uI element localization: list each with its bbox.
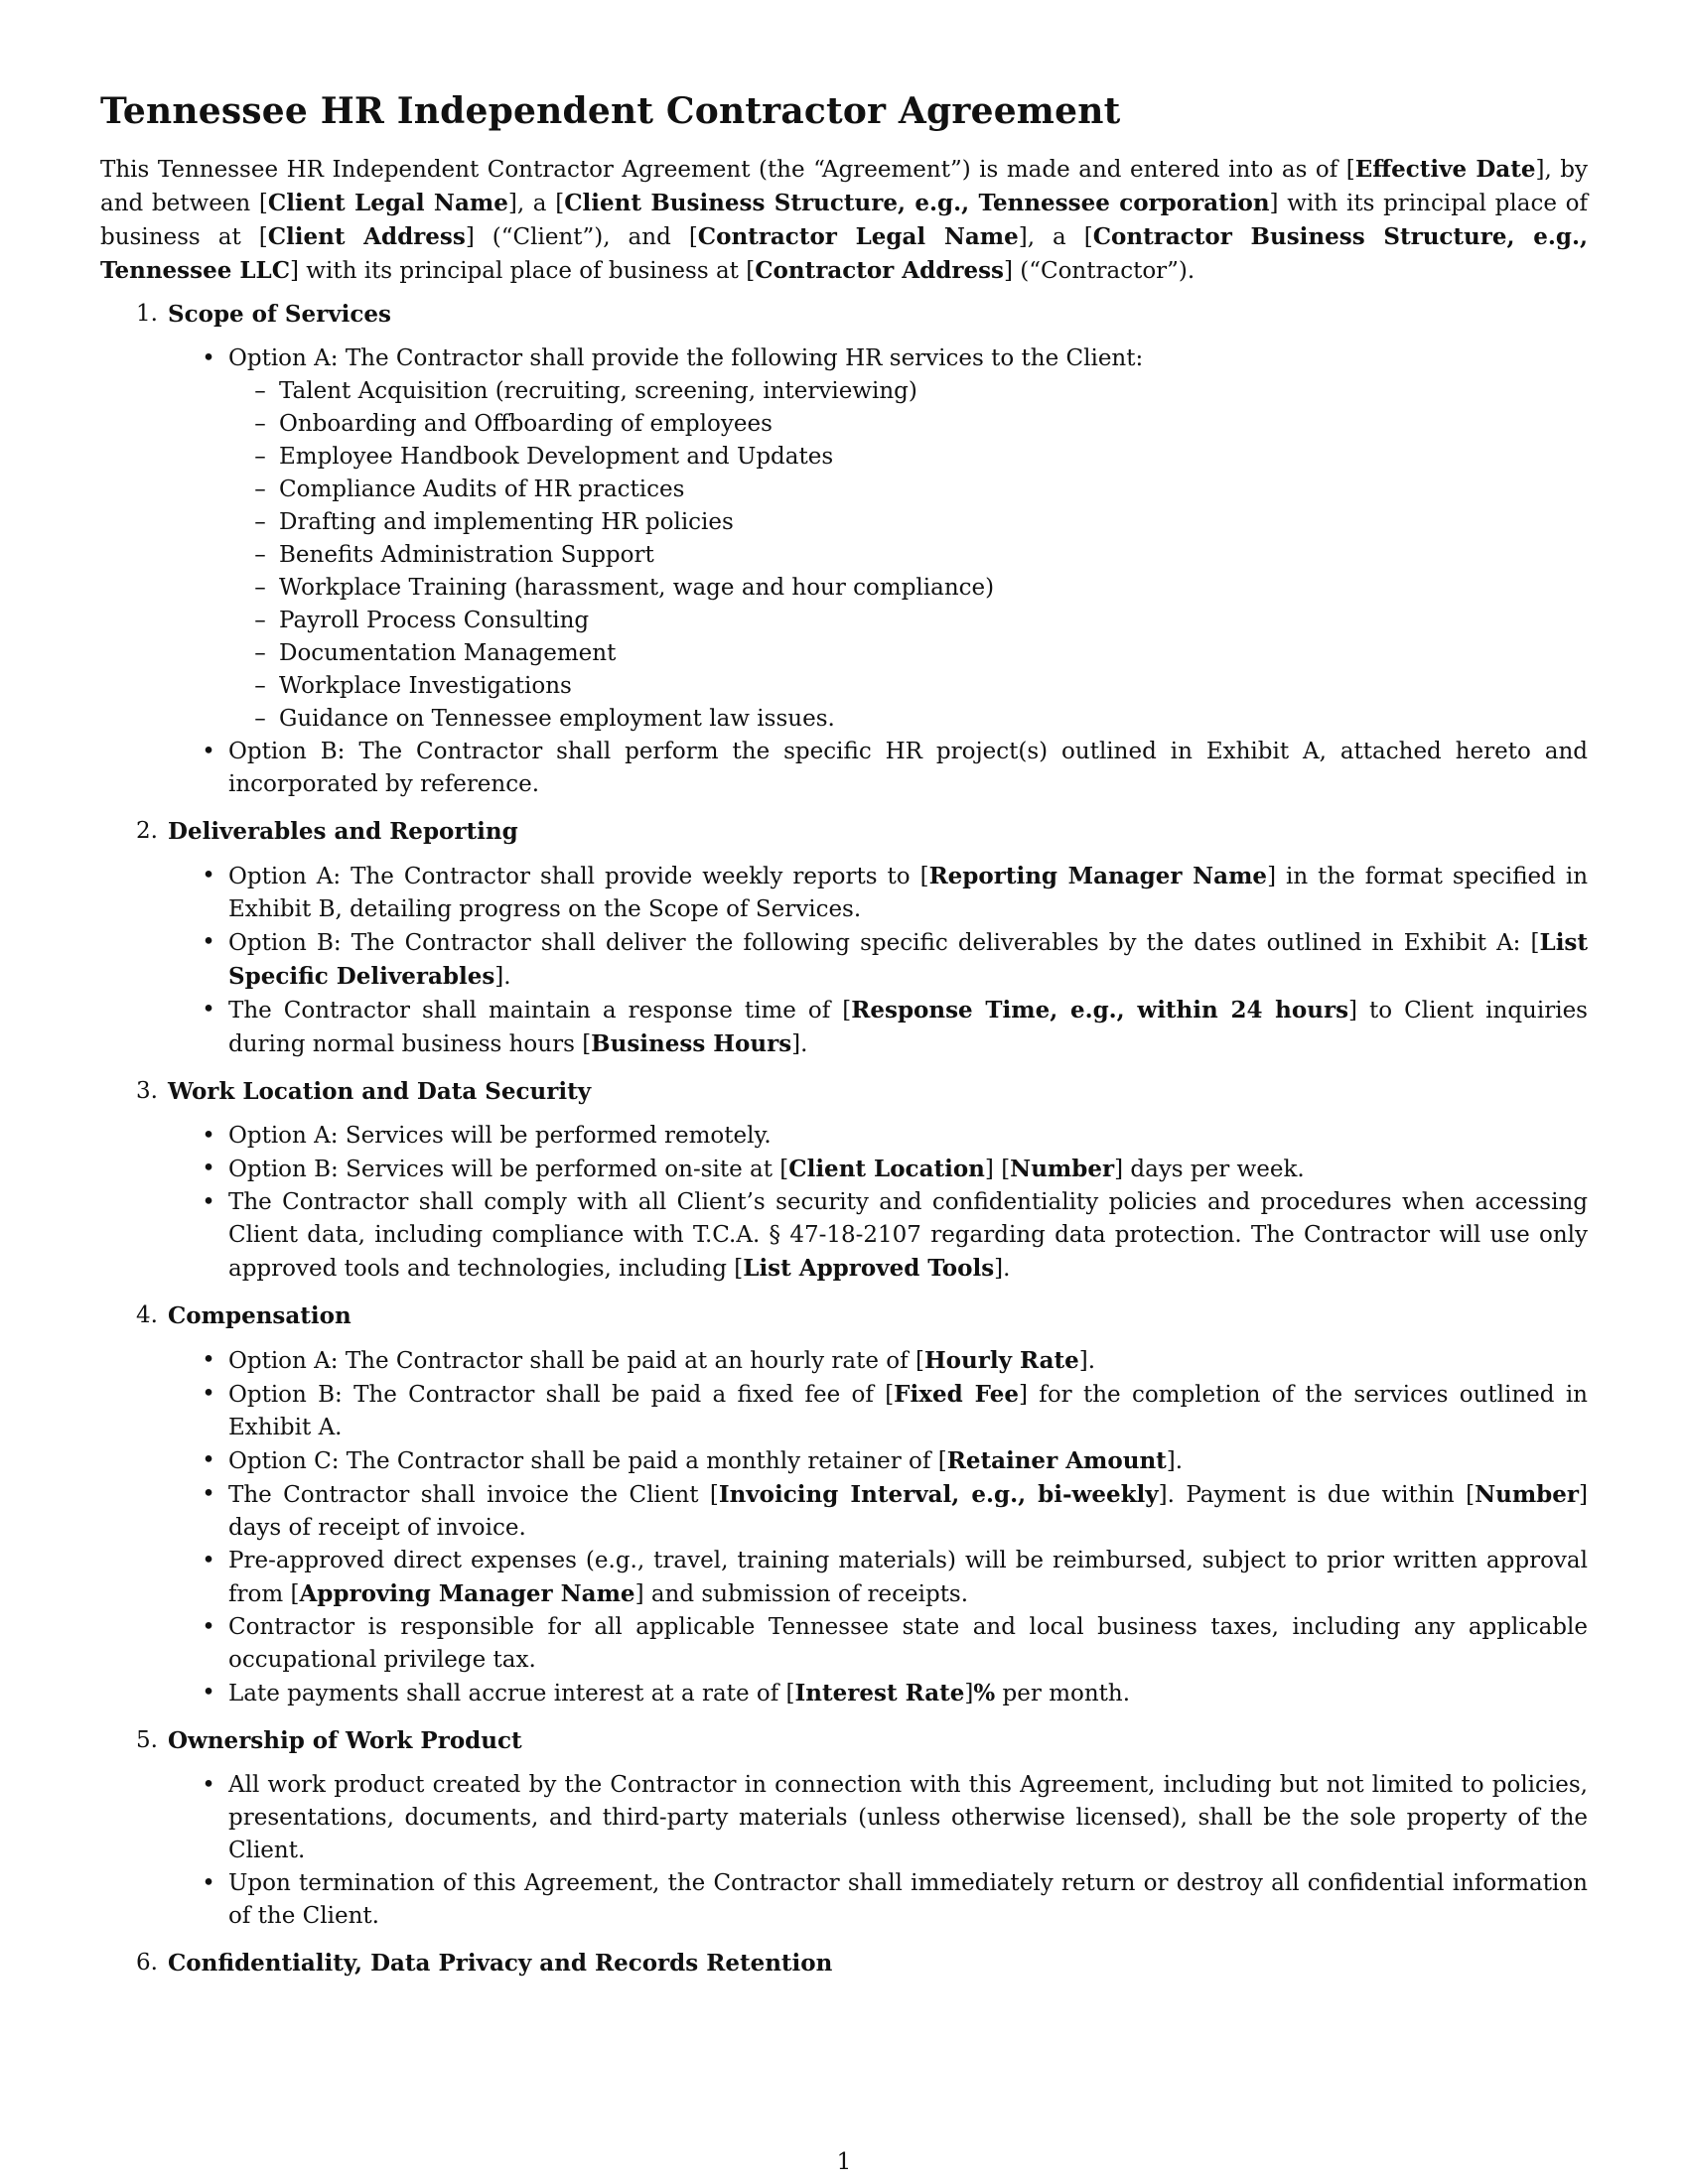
text-run: Option A: The Contractor shall provide weekly reports to [	[228, 864, 929, 889]
bullet-item	[202, 1444, 1588, 1478]
bullet-icon: •	[202, 1481, 215, 1507]
sub-item-text: Benefits Administration Support	[279, 542, 654, 568]
section-heading	[100, 1947, 1588, 1979]
section-title: Scope of Services	[168, 301, 391, 328]
section-number: 3.	[136, 1078, 158, 1104]
sub-item	[254, 605, 1588, 637]
dash-icon: –	[254, 378, 266, 404]
text-run: Upon termination of this Agreement, the Contractor shall immediately return or destroy all confidential information of the Client.	[228, 1870, 1588, 1929]
text-run: ].	[994, 1256, 1011, 1282]
sub-item-text: Onboarding and Offboarding of employees	[279, 411, 773, 437]
text-run: Pre-approved direct expenses (e.g., travel, training materials) will be reimbursed, subject to prior written approval from [	[228, 1548, 1588, 1607]
section-heading	[100, 1075, 1588, 1108]
bullet-icon: •	[202, 1189, 215, 1215]
text-run: ] and submission of receipts.	[634, 1581, 969, 1607]
section-number: 6.	[136, 1950, 158, 1976]
bullet-icon: •	[202, 1381, 215, 1407]
bullet-icon: •	[202, 345, 215, 371]
text-run: ].	[1166, 1448, 1184, 1474]
text-run: Option A: The Contractor shall provide the following HR services to the Client:	[228, 345, 1144, 371]
bullet-icon: •	[202, 1447, 215, 1473]
dash-icon: –	[254, 542, 266, 568]
bullet-item	[202, 1545, 1588, 1611]
placeholder-field: Client Address	[267, 223, 466, 250]
bullet-icon: •	[202, 863, 215, 888]
placeholder-field: Effective Date	[1354, 156, 1536, 183]
placeholder-field: Invoicing Interval, e.g., bi-weekly	[718, 1481, 1159, 1508]
bullet-item	[202, 1120, 1588, 1153]
placeholder-field: Fixed Fee	[894, 1381, 1020, 1408]
text-run: All work product created by the Contractor in connection with this Agreement, including but not limited to policies, presentations, documents, and third-party materials (unless otherwise licensed), shall be the sole property of the Client.	[228, 1772, 1588, 1863]
text-run: ] with its principal place of business at [	[100, 191, 1588, 250]
section	[100, 1947, 1588, 1979]
bullet-list	[100, 1344, 1588, 1710]
section	[100, 1075, 1588, 1286]
placeholder-field: Response Time, e.g., within 24 hours	[851, 997, 1349, 1024]
dash-icon: –	[254, 608, 266, 633]
section-title: Confidentiality, Data Privacy and Records Retention	[168, 1950, 833, 1977]
dash-icon: –	[254, 477, 266, 502]
placeholder-field: Contractor Address	[755, 257, 1004, 284]
dash-icon: –	[254, 444, 266, 470]
sub-item	[254, 441, 1588, 474]
sub-list	[228, 375, 1588, 736]
page-number: 1	[836, 2149, 852, 2175]
sub-item	[254, 474, 1588, 506]
bullet-item	[202, 860, 1589, 926]
placeholder-field: List Specific Deliverables	[228, 929, 1588, 990]
text-run: This Tennessee HR Independent Contractor Agreement (the “Agreement”) is made and entered into as of [	[100, 157, 1355, 183]
section-number: 4.	[136, 1302, 158, 1328]
section-title: Compensation	[168, 1302, 352, 1329]
section-title: Work Location and Data Security	[168, 1078, 592, 1105]
bullet-item	[202, 1769, 1588, 1867]
bullet-icon: •	[202, 1614, 215, 1640]
bullet-icon: •	[202, 997, 215, 1023]
placeholder-field: Number	[1475, 1481, 1580, 1508]
section-number: 2.	[136, 818, 158, 844]
text-run: ]. Payment is due within [	[1158, 1482, 1476, 1508]
bullet-icon: •	[202, 1870, 215, 1896]
bullet-list	[100, 1120, 1588, 1286]
text-run: Option B: The Contractor shall be paid a fixed fee of [	[228, 1382, 895, 1408]
bullet-item	[202, 1867, 1588, 1933]
text-run: per month.	[995, 1681, 1131, 1706]
text-run: Option B: The Contractor shall deliver the following specific deliverables by the dates outlined in Exhibit A: [	[228, 930, 1540, 956]
section-heading	[100, 298, 1588, 331]
sub-item	[254, 539, 1588, 572]
dash-icon: –	[254, 411, 266, 437]
text-run: ] to Client inquiries during normal business hours [	[228, 998, 1588, 1057]
bullet-item	[202, 1344, 1588, 1378]
text-run: The Contractor shall maintain a response time of [	[228, 998, 852, 1024]
text-run: Late payments shall accrue interest at a rate of [	[228, 1681, 795, 1706]
text-run: Contractor is responsible for all applicable Tennessee state and local business taxes, including any applicable occupational privilege tax.	[228, 1614, 1588, 1673]
bullet-item	[202, 342, 1588, 736]
bullet-icon: •	[202, 1156, 215, 1181]
bullet-item	[202, 1611, 1588, 1677]
bullet-item	[202, 1677, 1588, 1710]
section-number: 1.	[136, 301, 158, 327]
bullet-item	[202, 1478, 1588, 1545]
section-heading	[100, 1299, 1588, 1332]
placeholder-field: Retainer Amount	[946, 1447, 1167, 1474]
section	[100, 298, 1588, 801]
sub-item	[254, 506, 1588, 539]
sub-item-text: Documentation Management	[279, 640, 617, 666]
placeholder-field: Contractor Legal Name	[697, 223, 1019, 250]
placeholder-field: Hourly Rate	[923, 1347, 1079, 1374]
bullet-item	[202, 1378, 1588, 1444]
text-run: ] days of receipt of invoice.	[228, 1482, 1588, 1541]
section-title: Ownership of Work Product	[168, 1727, 522, 1754]
placeholder-field: Business Hours	[591, 1030, 792, 1057]
sub-item-text: Compliance Audits of HR practices	[279, 477, 685, 502]
placeholder-field: Reporting Manager Name	[928, 863, 1268, 889]
section-list	[100, 298, 1588, 1979]
bullet-icon: •	[202, 1680, 215, 1706]
sub-item	[254, 375, 1588, 408]
placeholder-field: Interest Rate	[794, 1680, 965, 1706]
bullet-icon: •	[202, 929, 215, 955]
section	[100, 1724, 1588, 1933]
dash-icon: –	[254, 706, 266, 732]
sub-item	[254, 408, 1588, 441]
text-run: Option A: Services will be performed remotely.	[228, 1123, 772, 1149]
text-run: Option A: The Contractor shall be paid at an hourly rate of [	[228, 1348, 924, 1374]
dash-icon: –	[254, 509, 266, 535]
document-page	[100, 87, 1588, 1993]
bullet-icon: •	[202, 1772, 215, 1798]
sub-item-text: Talent Acquisition (recruiting, screening, interviewing)	[279, 378, 917, 404]
text-run: The Contractor shall invoice the Client [	[228, 1482, 719, 1508]
bullet-item	[202, 1186, 1588, 1286]
bullet-icon: •	[202, 739, 215, 764]
text-run: ], a [	[1018, 224, 1093, 250]
section	[100, 815, 1588, 1061]
sub-item-text: Employee Handbook Development and Updates	[279, 444, 834, 470]
document-title: Tennessee HR Independent Contractor Agreement	[100, 90, 1121, 132]
section-heading	[100, 1724, 1588, 1757]
text-run: Option B: Services will be performed on-site at [	[228, 1157, 789, 1182]
section-heading	[100, 815, 1588, 848]
text-run: The Contractor shall comply with all Client’s security and confidentiality policies and procedures when accessing Client data, including compliance with T.C.A. § 47-18-2107 regarding data protection. The Contractor will use only approved tools and technologies, including [	[228, 1189, 1588, 1282]
bullet-item	[202, 926, 1588, 994]
text-run: Option B: The Contractor shall perform the specific HR project(s) outlined in Exhibit A, attached hereto and incorporated by reference.	[228, 739, 1588, 797]
text-run: ] (“Contractor”).	[1003, 258, 1196, 284]
sub-item	[254, 637, 1588, 670]
text-run: ] in the format specified in Exhibit B, detailing progress on the Scope of Services.	[228, 864, 1589, 922]
sub-item-text: Workplace Training (harassment, wage and hour compliance)	[279, 575, 995, 601]
section-title: Deliverables and Reporting	[168, 818, 518, 845]
sub-item-text: Drafting and implementing HR policies	[279, 509, 734, 535]
sub-item	[254, 572, 1588, 605]
bullet-icon: •	[202, 1548, 215, 1573]
sub-item-text: Payroll Process Consulting	[279, 608, 590, 633]
dash-icon: –	[254, 575, 266, 601]
text-run: ] [	[984, 1157, 1011, 1182]
dash-icon: –	[254, 673, 266, 699]
section-number: 5.	[136, 1727, 158, 1753]
bullet-item	[202, 1153, 1588, 1186]
placeholder-field: Client Legal Name	[267, 190, 508, 216]
placeholder-field: Number	[1010, 1156, 1115, 1182]
text-run: ] with its principal place of business at [	[290, 258, 756, 284]
bullet-icon: •	[202, 1347, 215, 1373]
placeholder-field: List Approved Tools	[743, 1255, 995, 1282]
intro-paragraph	[100, 153, 1588, 288]
bullet-list	[100, 1769, 1588, 1933]
section	[100, 1299, 1588, 1710]
text-run: ], by and between [	[100, 157, 1588, 216]
text-run: Option C: The Contractor shall be paid a monthly retainer of [	[228, 1448, 947, 1474]
text-run: ]	[964, 1681, 974, 1706]
placeholder-field: Client Business Structure, e.g., Tennessee corporation	[564, 190, 1270, 216]
text-run: ] days per week.	[1114, 1157, 1305, 1182]
text-run: ], a [	[507, 191, 565, 216]
bullet-icon: •	[202, 1123, 215, 1149]
placeholder-field: %	[973, 1680, 996, 1706]
bullet-item	[202, 994, 1588, 1061]
bullet-item	[202, 736, 1588, 801]
placeholder-field: Approving Manager Name	[299, 1580, 635, 1607]
sub-item-text: Workplace Investigations	[279, 673, 572, 699]
sub-item	[254, 670, 1588, 703]
dash-icon: –	[254, 640, 266, 666]
sub-item-text: Guidance on Tennessee employment law issues.	[279, 706, 835, 732]
bullet-list	[100, 342, 1588, 801]
placeholder-field: Contractor Business Structure, e.g., Tennessee LLC	[100, 223, 1588, 284]
bullet-list	[100, 860, 1588, 1061]
sub-item	[254, 703, 1588, 736]
text-run: ] for the completion of the services outlined in Exhibit A.	[228, 1382, 1588, 1440]
placeholder-field: Client Location	[788, 1156, 985, 1182]
text-run: ].	[1078, 1348, 1096, 1374]
text-run: ].	[791, 1031, 808, 1057]
text-run: ].	[494, 964, 511, 990]
text-run: ] (“Client”), and [	[465, 224, 698, 250]
